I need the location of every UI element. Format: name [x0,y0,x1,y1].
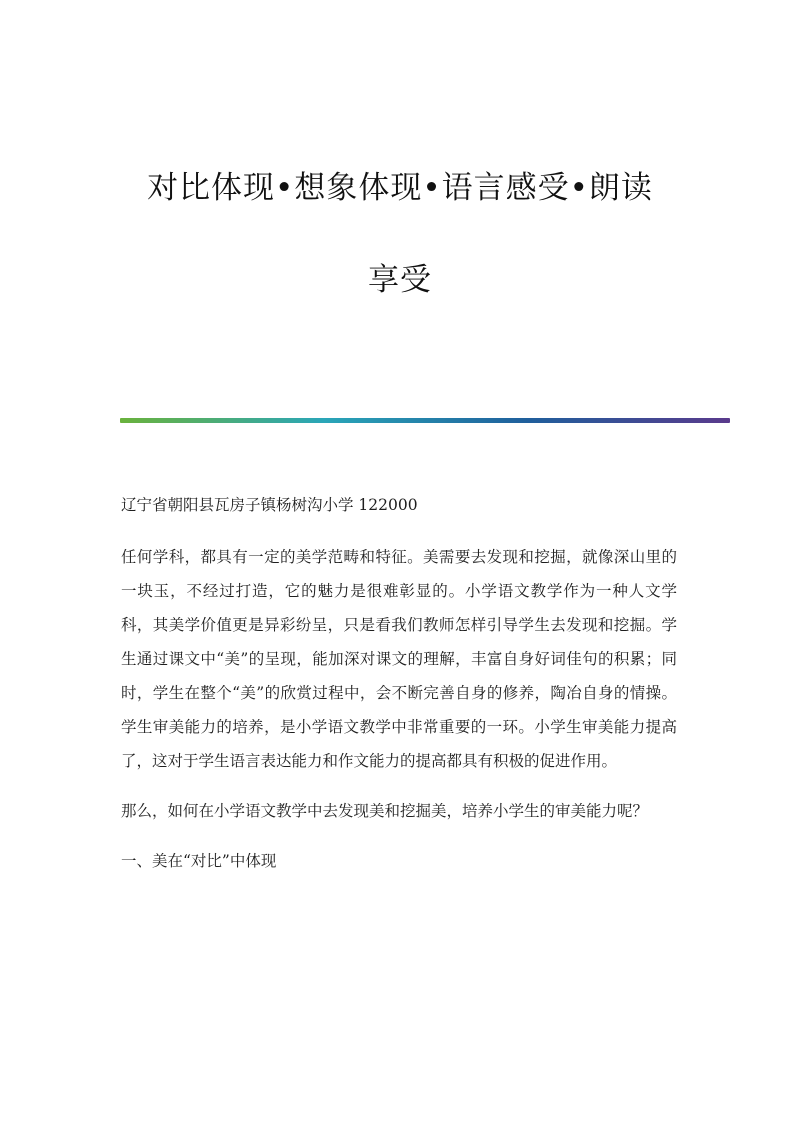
title-line-1: 对比体现•想象体现•语言感受•朗读 [147,170,653,206]
author-affiliation: 辽宁省朝阳县瓦房子镇杨树沟小学 122000 [121,496,418,514]
document-title [100,170,700,298]
title-line-2: 享受 [368,262,432,298]
document-body [121,488,677,894]
title-divider [120,418,730,423]
section-heading: 一、美在“对比”中体现 [121,852,277,870]
paragraph-question: 那么，如何在小学语文教学中去发现美和挖掘美，培养小学生的审美能力呢？ [121,802,649,820]
paragraph-intro: 任何学科，都具有一定的美学范畴和特征。美需要去发现和挖掘，就像深山里的一块玉，不经过打造，它的魅力是很难彰显的。小学语文教学作为一种人文学科，其美学价值更是异彩纷呈，只是看我们教师怎样引导学生去发现和挖掘。学生通过课文中“美”的呈现，能加深对课文的理解，丰富自身好词佳句的积累；同时，学生在整个“美”的欣赏过程中，会不断完善自身的修养，陶冶自身的情操。学生审美能力的培养，是小学语文教学中非常重要的一环。小学生审美能力提高了，这对于学生语言表达能力和作文能力的提高都具有积极的促进作用。 [121,548,677,770]
